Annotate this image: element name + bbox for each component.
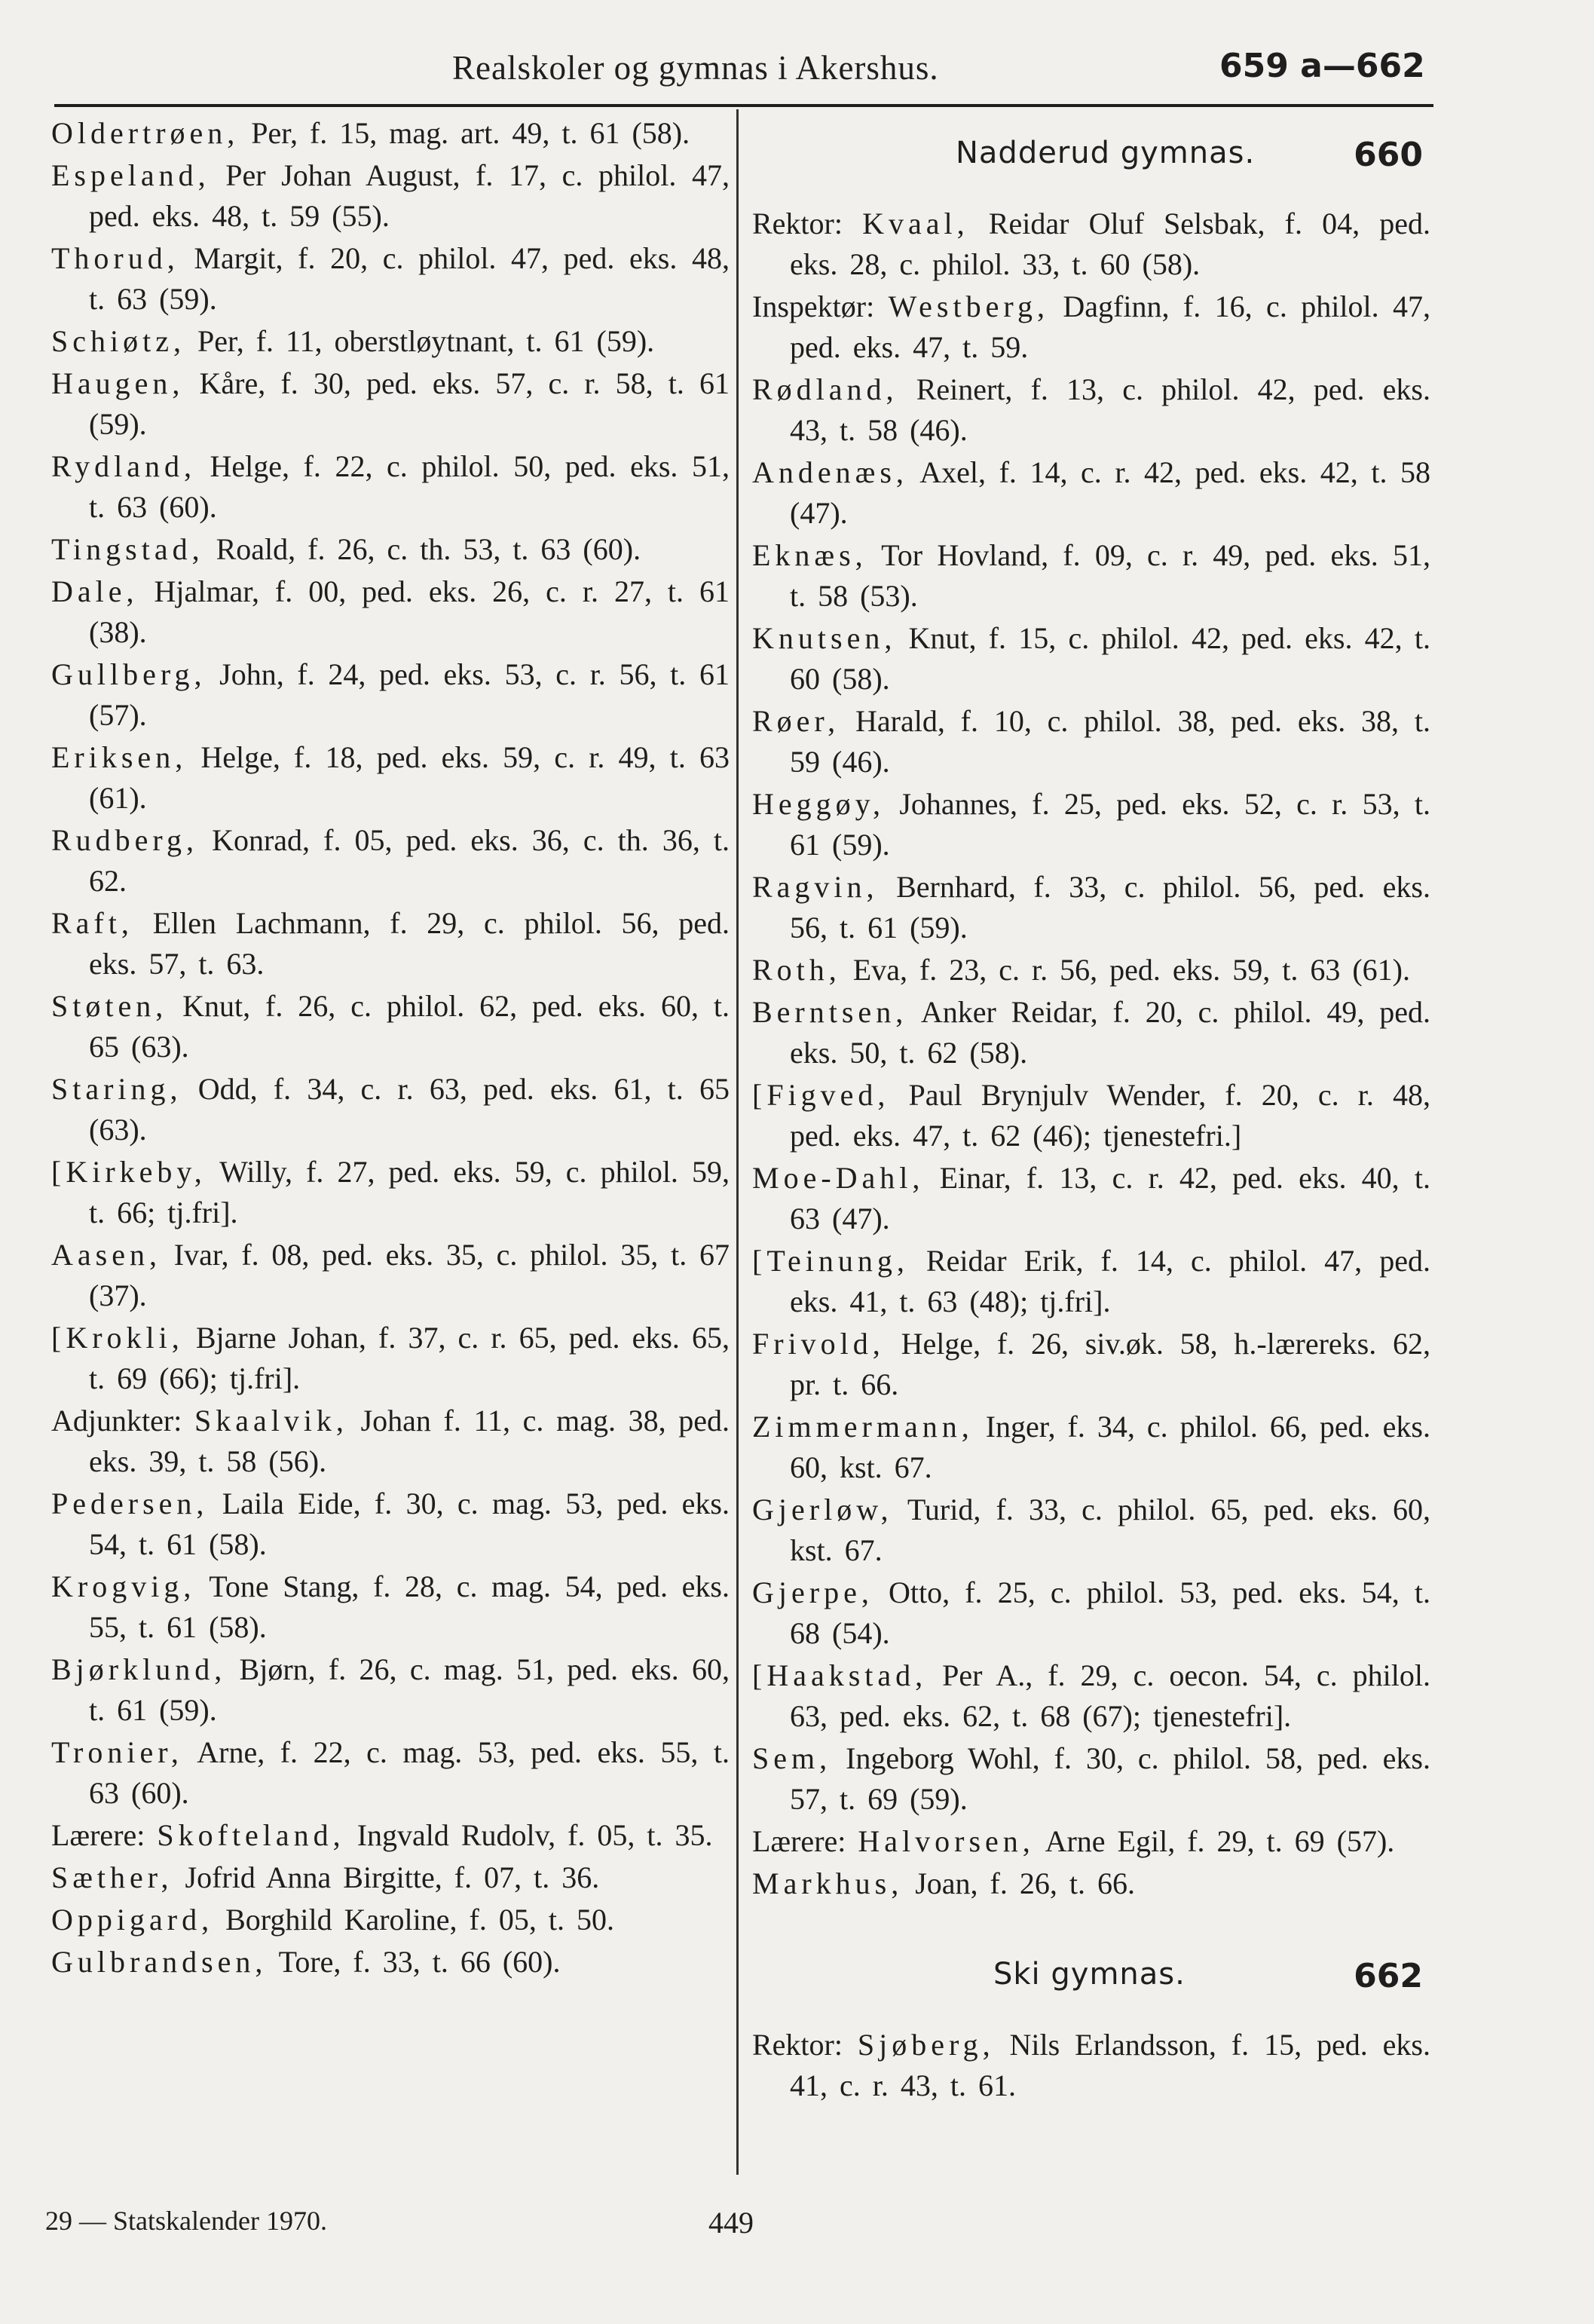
page-footer <box>45 2205 1477 2250</box>
school-heading-ski <box>752 1957 1430 2017</box>
staff-surname: Ragvin, <box>752 870 879 904</box>
staff-surname: Sjøberg, <box>857 2028 995 2062</box>
staff-entry <box>752 535 1430 617</box>
staff-surname: Rudberg, <box>51 823 199 857</box>
staff-entry <box>752 992 1430 1073</box>
staff-details: Hjalmar, f. 00, ped. eks. 26, c. r. 27, t. 61 (38). <box>89 574 730 649</box>
staff-details: Helge, f. 22, c. philol. 50, ped. eks. 51, t. 63 (60). <box>89 449 730 524</box>
staff-details: Inger, f. 34, c. philol. 66, ped. eks. 60, kst. 67. <box>790 1410 1430 1484</box>
page-range: 659 a—662 <box>1219 47 1425 85</box>
school-entries-nadderud <box>752 204 1430 1904</box>
staff-details: Ellen Lachmann, f. 29, c. philol. 56, ped. eks. 57, t. 63. <box>89 906 730 981</box>
staff-details: Dagfinn, f. 16, c. philol. 47, ped. eks. 47, t. 59. <box>790 289 1431 364</box>
staff-entry <box>51 113 730 154</box>
staff-details: Per, f. 15, mag. art. 49, t. 61 (58). <box>239 116 690 150</box>
staff-surname: Moe-Dahl, <box>752 1161 925 1195</box>
staff-entry <box>51 571 730 653</box>
staff-entry <box>51 363 730 445</box>
staff-surname: Halvorsen, <box>858 1824 1035 1858</box>
staff-details: Ivar, f. 08, ped. eks. 35, c. philol. 35, t. 67 (37). <box>89 1238 730 1312</box>
staff-entry <box>752 701 1430 782</box>
staff-surname: [Haakstad, <box>752 1658 928 1692</box>
staff-entry <box>752 204 1430 285</box>
staff-details: Per Johan August, f. 17, c. philol. 47, ped. eks. 48, t. 59 (55). <box>89 158 730 233</box>
staff-details: Ingvald Rudolv, f. 05, t. 35. <box>344 1818 713 1852</box>
staff-surname: Gullberg, <box>51 657 207 691</box>
staff-details: Bernhard, f. 33, c. philol. 56, ped. eks. 56, t. 61 (59). <box>790 870 1430 945</box>
staff-surname: Røer, <box>752 704 840 738</box>
staff-entry <box>752 1241 1430 1322</box>
staff-entry <box>51 1069 730 1150</box>
staff-entry <box>51 155 730 237</box>
staff-details: Bjarne Johan, f. 37, c. r. 65, ped. eks. 65, t. 69 (66); tj.fri]. <box>89 1321 730 1395</box>
staff-surname: Tronier, <box>51 1735 183 1769</box>
staff-details: Knut, f. 15, c. philol. 42, ped. eks. 42, t. 60 (58). <box>790 621 1430 696</box>
staff-entry <box>752 1572 1430 1654</box>
staff-entry <box>51 321 730 362</box>
staff-entry <box>752 1075 1430 1156</box>
staff-entry <box>51 986 730 1067</box>
staff-entry <box>51 654 730 736</box>
staff-surname: Knutsen, <box>752 621 897 655</box>
staff-details: Johannes, f. 25, ped. eks. 52, c. r. 53, t. 61 (59). <box>790 787 1430 862</box>
school-number: 660 <box>1354 136 1423 174</box>
staff-details: Reidar Erik, f. 14, c. philol. 47, ped. eks. 41, t. 63 (48); tj.fri]. <box>790 1244 1430 1318</box>
header-rule <box>54 104 1433 107</box>
staff-surname: Heggøy, <box>752 787 886 821</box>
staff-surname: [Krokli, <box>51 1321 184 1355</box>
school-number: 662 <box>1354 1957 1423 1995</box>
staff-entry <box>51 1815 730 1856</box>
staff-surname: Krogvig, <box>51 1569 196 1603</box>
staff-surname: Thorud, <box>51 241 179 275</box>
staff-surname: [Kirkeby, <box>51 1155 207 1189</box>
staff-surname: Sem, <box>752 1741 832 1775</box>
staff-entry <box>51 446 730 528</box>
staff-entry <box>752 1655 1430 1737</box>
staff-details: Reidar Oluf Selsbak, f. 04, ped. eks. 28, c. philol. 33, t. 60 (58). <box>790 207 1431 281</box>
staff-surname: Schiøtz, <box>51 324 185 358</box>
staff-surname: Dale, <box>51 574 139 608</box>
staff-surname: Rydland, <box>51 449 196 483</box>
staff-entry <box>752 1407 1430 1488</box>
staff-details: Willy, f. 27, ped. eks. 59, c. philol. 59, t. 66; tj.fri]. <box>89 1155 730 1229</box>
staff-details: Johan f. 11, c. mag. 38, ped. eks. 39, t. 58 (56). <box>89 1404 730 1478</box>
staff-details: Einar, f. 13, c. r. 42, ped. eks. 40, t. 63 (47). <box>790 1161 1430 1235</box>
staff-details: Laila Eide, f. 30, c. mag. 53, ped. eks. 54, t. 61 (58). <box>89 1487 730 1561</box>
staff-surname: Eriksen, <box>51 740 188 774</box>
staff-role: Rektor: <box>752 207 863 240</box>
staff-details: Jofrid Anna Birgitte, f. 07, t. 36. <box>173 1860 600 1894</box>
staff-details: Ingeborg Wohl, f. 30, c. philol. 58, ped. eks. 57, t. 69 (59). <box>790 1741 1430 1816</box>
staff-role: Adjunkter: <box>51 1404 194 1438</box>
staff-entry <box>752 369 1430 451</box>
staff-entry <box>51 1484 730 1565</box>
staff-entry <box>51 529 730 570</box>
staff-details: Eva, f. 23, c. r. 56, ped. eks. 59, t. 63 (61). <box>840 953 1410 987</box>
school-heading-nadderud <box>752 136 1430 196</box>
staff-details: Konrad, f. 05, ped. eks. 36, c. th. 36, t. 62. <box>89 823 730 898</box>
column-divider <box>736 109 739 2175</box>
school-entries-ski <box>752 2025 1430 2106</box>
staff-surname: Frivold, <box>752 1327 885 1361</box>
staff-entry <box>51 1318 730 1399</box>
staff-details: Per, f. 11, oberstløytnant, t. 61 (59). <box>185 324 655 358</box>
staff-details: Borghild Karoline, f. 05, t. 50. <box>213 1903 614 1937</box>
staff-surname: Skofteland, <box>157 1818 345 1852</box>
staff-details: Paul Brynjulv Wender, f. 20, c. r. 48, ped. eks. 47, t. 62 (46); tjenestefri.] <box>790 1078 1430 1153</box>
staff-surname: Espeland, <box>51 158 210 192</box>
staff-details: Helge, f. 18, ped. eks. 59, c. r. 49, t. 63 (61). <box>89 740 730 815</box>
staff-surname: Berntsen, <box>752 995 908 1029</box>
staff-surname: Gulbrandsen, <box>51 1945 268 1979</box>
footer-source: 29 — Statskalender 1970. <box>45 2206 327 2236</box>
staff-surname: Rødland, <box>752 372 898 406</box>
staff-surname: Roth, <box>752 953 841 987</box>
staff-details: Arne Egil, f. 29, t. 69 (57). <box>1034 1824 1395 1858</box>
staff-surname: Aasen, <box>51 1238 161 1272</box>
staff-entry <box>752 1738 1430 1820</box>
staff-entry <box>752 950 1430 991</box>
staff-entry <box>51 1900 730 1940</box>
staff-surname: Gjerløw, <box>752 1493 893 1526</box>
school-name: Nadderud gymnas. <box>956 136 1256 170</box>
staff-entry <box>51 1942 730 1983</box>
staff-surname: Pedersen, <box>51 1487 209 1520</box>
staff-surname: Oldertrøen, <box>51 116 240 150</box>
staff-entry <box>752 1821 1430 1862</box>
staff-details: Tone Stang, f. 28, c. mag. 54, ped. eks. 55, t. 61 (58). <box>89 1569 730 1644</box>
staff-details: Harald, f. 10, c. philol. 38, ped. eks. 38, t. 59 (46). <box>790 704 1430 779</box>
staff-details: Joan, f. 26, t. 66. <box>903 1866 1135 1900</box>
page-header <box>0 44 1594 96</box>
staff-details: John, f. 24, ped. eks. 53, c. r. 56, t. 61 (57). <box>89 657 730 732</box>
staff-details: Kåre, f. 30, ped. eks. 57, c. r. 58, t. 61 (59). <box>89 366 730 441</box>
staff-details: Arne, f. 22, c. mag. 53, ped. eks. 55, t. 63 (60). <box>89 1735 730 1810</box>
staff-surname: Raft, <box>51 906 133 940</box>
staff-details: Axel, f. 14, c. r. 42, ped. eks. 42, t. 58 (47). <box>790 455 1430 530</box>
staff-entry <box>51 1732 730 1814</box>
staff-details: Helge, f. 26, siv.øk. 58, h.-lærereks. 62, pr. t. 66. <box>790 1327 1430 1401</box>
staff-surname: [Teinung, <box>752 1244 909 1278</box>
staff-surname: Skaalvik, <box>194 1404 348 1438</box>
staff-surname: Sæther, <box>51 1860 173 1894</box>
staff-entry <box>51 1401 730 1482</box>
staff-entry <box>752 1158 1430 1239</box>
staff-entry <box>752 784 1430 865</box>
staff-entry <box>752 286 1430 368</box>
staff-surname: Staring, <box>51 1072 182 1106</box>
staff-surname: Andenæs, <box>752 455 908 489</box>
staff-surname: Gjerpe, <box>752 1575 873 1609</box>
staff-entry <box>51 1649 730 1731</box>
school-name: Ski gymnas. <box>993 1957 1186 1992</box>
left-column <box>51 113 730 1984</box>
staff-details: Anker Reidar, f. 20, c. philol. 49, ped. eks. 50, t. 62 (58). <box>790 995 1430 1070</box>
running-title: Realskoler og gymnas i Akershus. <box>452 49 939 87</box>
staff-surname: [Figved, <box>752 1078 890 1112</box>
staff-surname: Oppigard, <box>51 1903 214 1937</box>
staff-entry <box>752 1490 1430 1571</box>
staff-details: Bjørn, f. 26, c. mag. 51, ped. eks. 60, t. 61 (59). <box>89 1652 730 1727</box>
staff-surname: Eknæs, <box>752 538 867 572</box>
page-number: 449 <box>708 2206 754 2240</box>
staff-entry <box>752 2025 1430 2106</box>
staff-details: Otto, f. 25, c. philol. 53, ped. eks. 54, t. 68 (54). <box>790 1575 1430 1650</box>
staff-entry <box>51 1566 730 1648</box>
staff-role: Lærere: <box>752 1824 858 1858</box>
staff-details: Turid, f. 33, c. philol. 65, ped. eks. 60, kst. 67. <box>790 1493 1430 1567</box>
staff-details: Per A., f. 29, c. oecon. 54, c. philol. 63, ped. eks. 62, t. 68 (67); tjenestefri]. <box>790 1658 1430 1733</box>
staff-details: Knut, f. 26, c. philol. 62, ped. eks. 60, t. 65 (63). <box>89 989 730 1064</box>
staff-details: Tor Hovland, f. 09, c. r. 49, ped. eks. 51, t. 58 (53). <box>790 538 1430 613</box>
staff-details: Roald, f. 26, c. th. 53, t. 63 (60). <box>203 532 641 566</box>
staff-entry <box>51 238 730 320</box>
staff-surname: Haugen, <box>51 366 185 400</box>
staff-surname: Kvaal, <box>862 207 969 240</box>
staff-role: Rektor: <box>752 2028 858 2062</box>
staff-entry <box>51 1152 730 1233</box>
staff-surname: Markhus, <box>752 1866 904 1900</box>
staff-entry <box>752 867 1430 948</box>
staff-surname: Støten, <box>51 989 168 1023</box>
staff-details: Margit, f. 20, c. philol. 47, ped. eks. 48, t. 63 (59). <box>89 241 730 316</box>
staff-details: Odd, f. 34, c. r. 63, ped. eks. 61, t. 65 (63). <box>89 1072 730 1147</box>
staff-surname: Zimmermann, <box>752 1410 974 1444</box>
staff-surname: Westberg, <box>888 289 1049 323</box>
right-column <box>752 113 1430 2108</box>
staff-entry <box>752 1863 1430 1904</box>
staff-entry <box>51 1235 730 1316</box>
staff-entry <box>51 903 730 984</box>
staff-entry <box>752 618 1430 700</box>
staff-role: Lærere: <box>51 1818 158 1852</box>
staff-entry <box>752 1324 1430 1405</box>
staff-details: Nils Erlandsson, f. 15, ped. eks. 41, c. r. 43, t. 61. <box>790 2028 1430 2102</box>
staff-surname: Bjørklund, <box>51 1652 227 1686</box>
staff-role: Inspektør: <box>752 289 889 323</box>
staff-details: Tore, f. 33, t. 66 (60). <box>267 1945 561 1979</box>
staff-entry <box>51 1857 730 1898</box>
staff-entry <box>51 820 730 902</box>
staff-entry <box>752 452 1430 534</box>
staff-details: Reinert, f. 13, c. philol. 42, ped. eks. 43, t. 58 (46). <box>790 372 1430 447</box>
staff-entry <box>51 737 730 819</box>
staff-surname: Tingstad, <box>51 532 204 566</box>
